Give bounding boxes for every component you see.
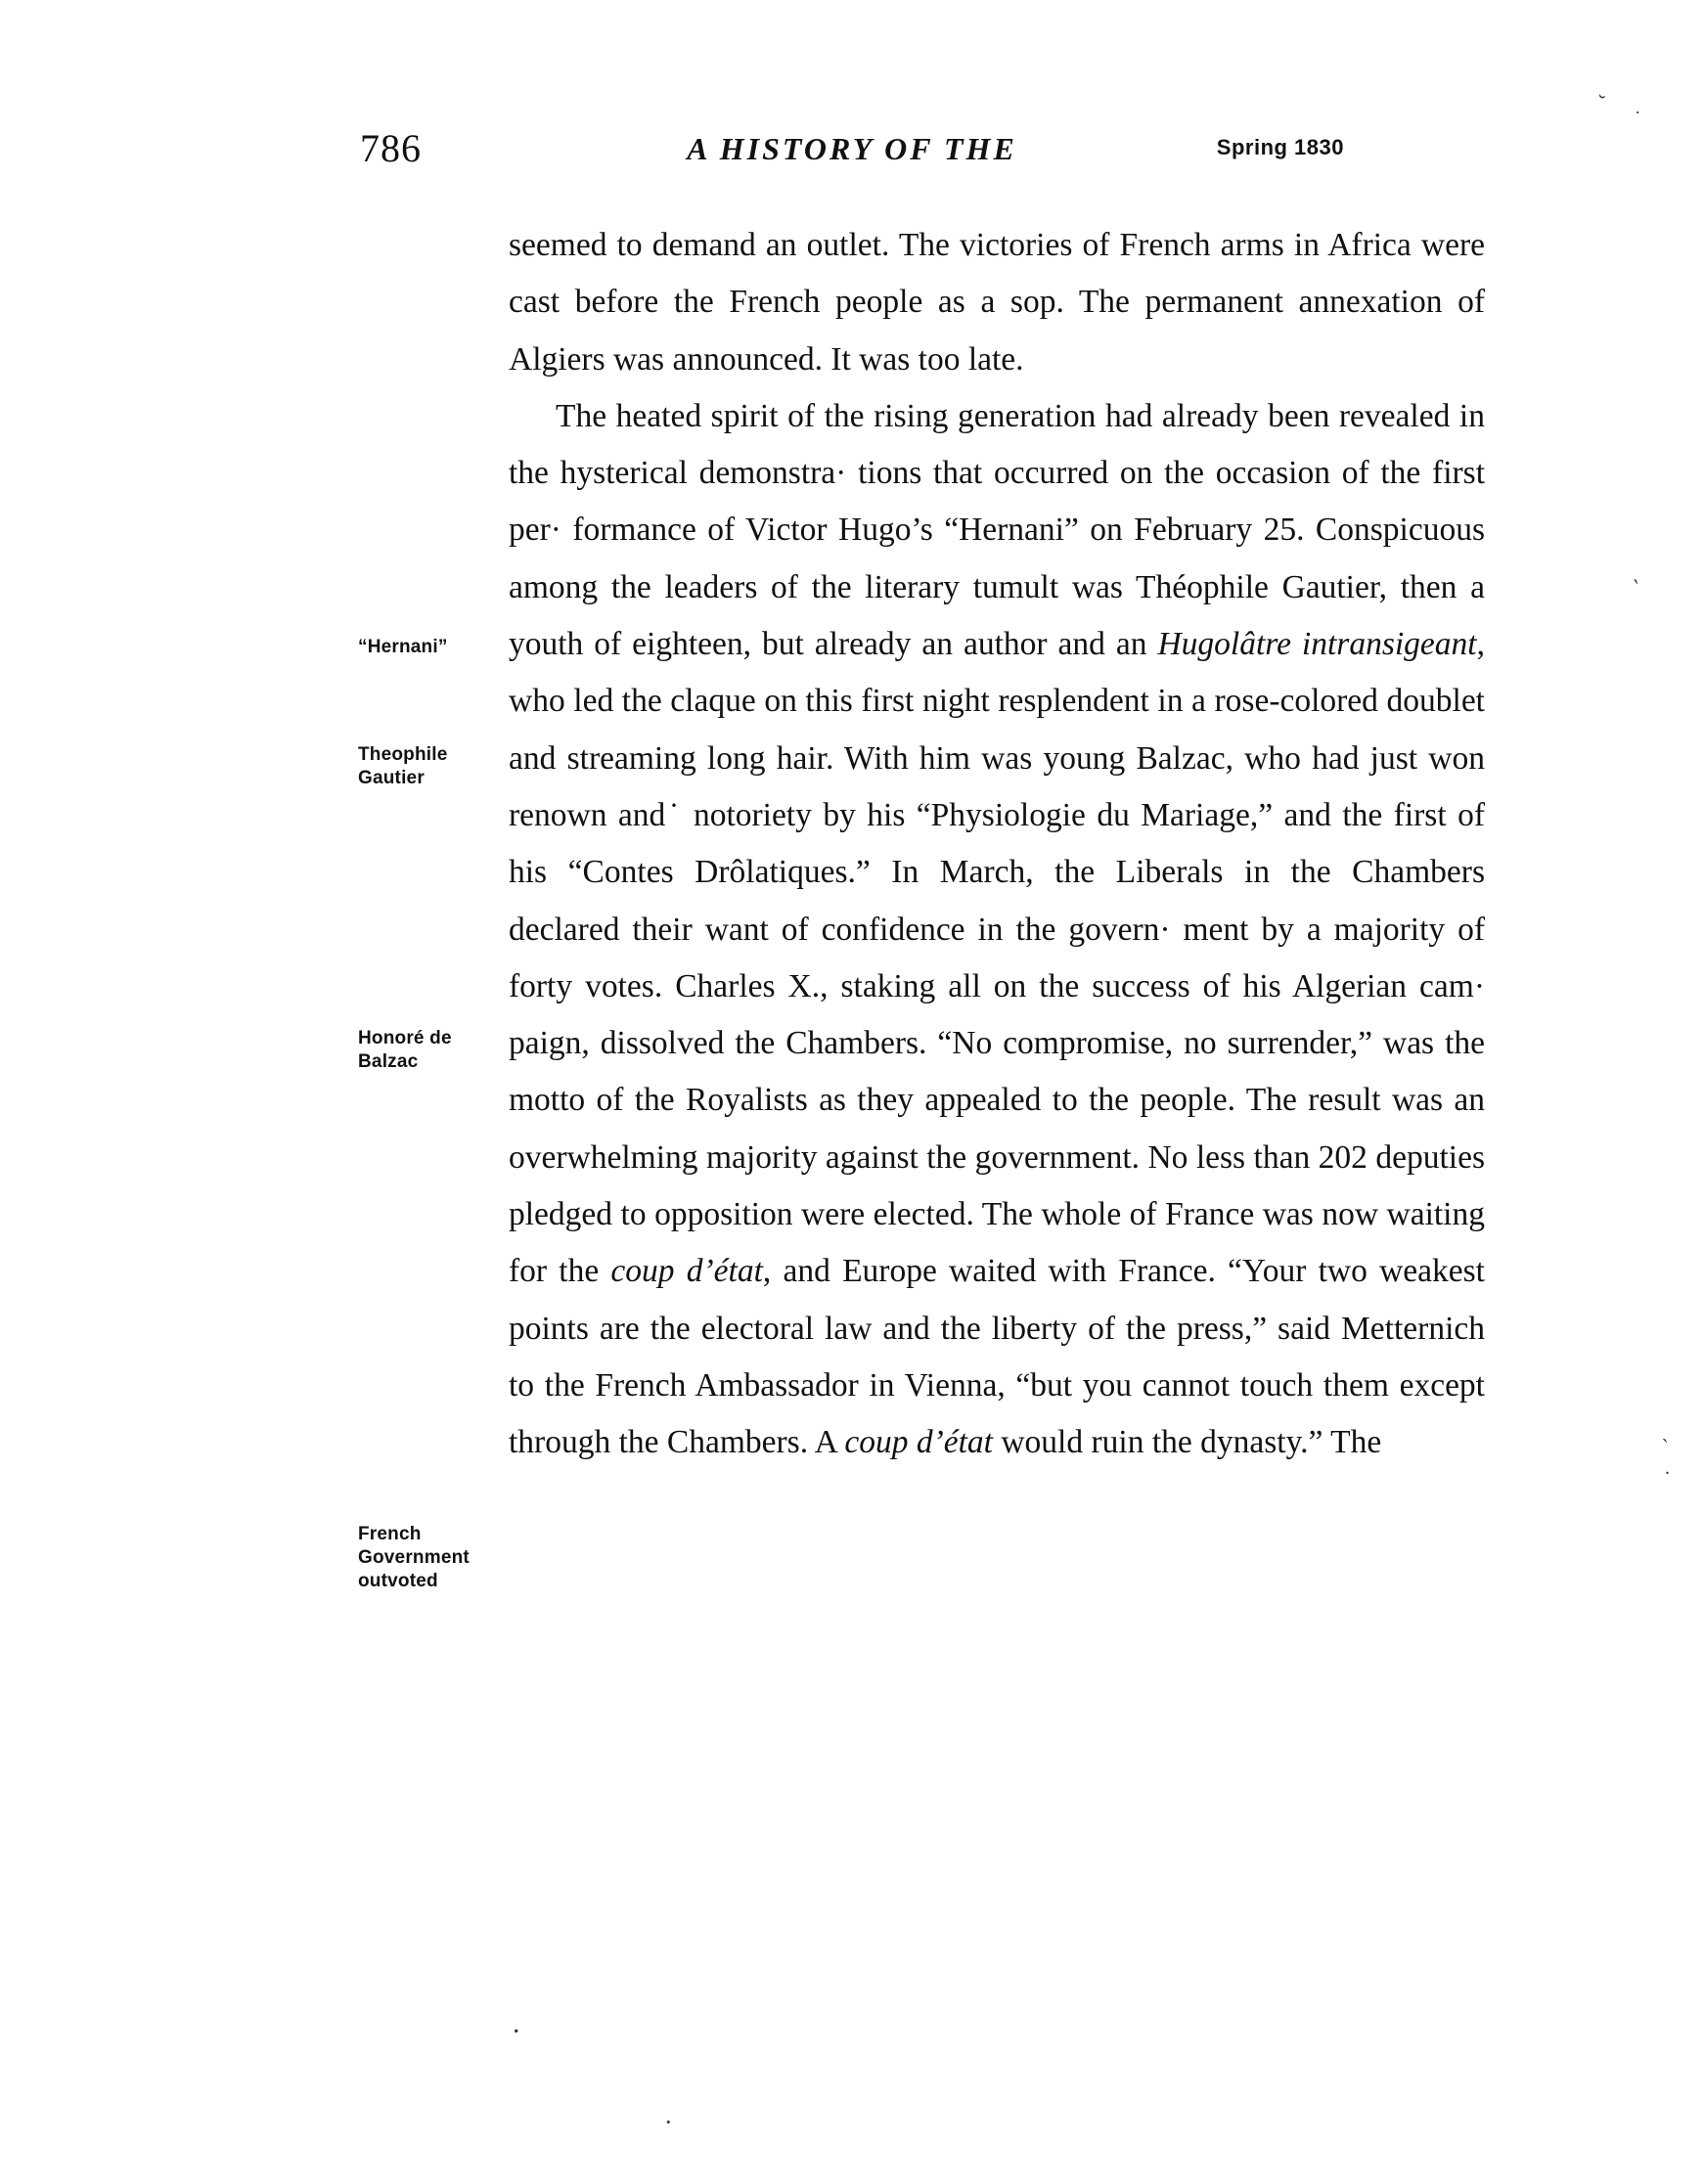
running-head-title: A HISTORY OF THE xyxy=(687,131,1017,166)
sidenote-french-government-outvoted: French Government outvoted xyxy=(358,1524,470,1591)
scan-mark-top-right-2: . xyxy=(1636,98,1640,117)
paragraph-2-italic-3: coup d’état xyxy=(844,1424,993,1461)
running-head-date: Spring 1830 xyxy=(1216,135,1344,159)
scan-mark-right-2: ˎ xyxy=(1661,1417,1673,1444)
running-head xyxy=(0,125,1704,170)
paragraph-2-segment-4: would ruin the dynasty.” The xyxy=(992,1424,1382,1461)
page-number: 786 xyxy=(360,126,422,170)
sidenote-honore-de-balzac: Honoré de Balzac xyxy=(358,1028,452,1072)
paragraph-2 xyxy=(509,388,1485,1472)
body-text-column xyxy=(509,217,1485,1472)
scan-mark-top-right-1: ˘ xyxy=(1592,89,1608,115)
paragraph-2-segment-3: , and Europe waited with France. “Your two weakest points are the electoral law and the liberty of the press,” said Metternich to the French Ambassador in Vienna, “but you cannot touch them except through the Chambers. A xyxy=(509,1253,1485,1461)
sidenote-theophile-gautier: Theophile Gautier xyxy=(358,744,448,788)
sidenote-hernani: “Hernani” xyxy=(358,637,448,657)
paragraph-2-italic-1: Hugolâtre intransigeant xyxy=(1157,626,1477,663)
scan-mark-bottom-1: . xyxy=(513,2007,520,2039)
paragraph-2-italic-2: coup d’état xyxy=(610,1253,763,1290)
scan-mark-bottom-2: . xyxy=(665,2101,672,2129)
scan-mark-right-1: ˎ xyxy=(1631,558,1648,586)
paragraph-2-segment-1: The heated spirit of the rising generation had already been revealed in the hysterical demonstra· tions that occurred on the occasion of the first per· formance of Victor Hugo’s “Hernani” on February 25. Conspicuous among the leaders of the literary tumult was Théophile Gautier, then a youth of eighteen, but already an author and an xyxy=(509,397,1485,663)
paragraph-2-segment-2: , who led the claque on this first night resplendent in a rose-colored doublet and streaming long hair. With him was young Balzac, who had just won renown and˙ notoriety by his “Physiologie du Mariage,” and the first of his “Contes Drôlatiques.” In March, the Liberals in the Chambers declared their want of confidence in the govern· ment by a majority of forty votes. Charles X., staking all on the success of his Algerian cam· paign, dissolved the Chambers. “No compromise, no surrender,” was the motto of the Royalists as they appealed to the people. The result was an overwhelming majority against the government. No less than 202 deputies pledged to opposition were elected. The whole of France was now waiting for the xyxy=(509,626,1485,1290)
paragraph-1: seemed to demand an outlet. The victories of French arms in Africa were cast before the French people as a sop. The permanent annexation of Algiers was announced. It was too late. xyxy=(509,227,1485,378)
scan-mark-right-3: . xyxy=(1665,1457,1670,1479)
